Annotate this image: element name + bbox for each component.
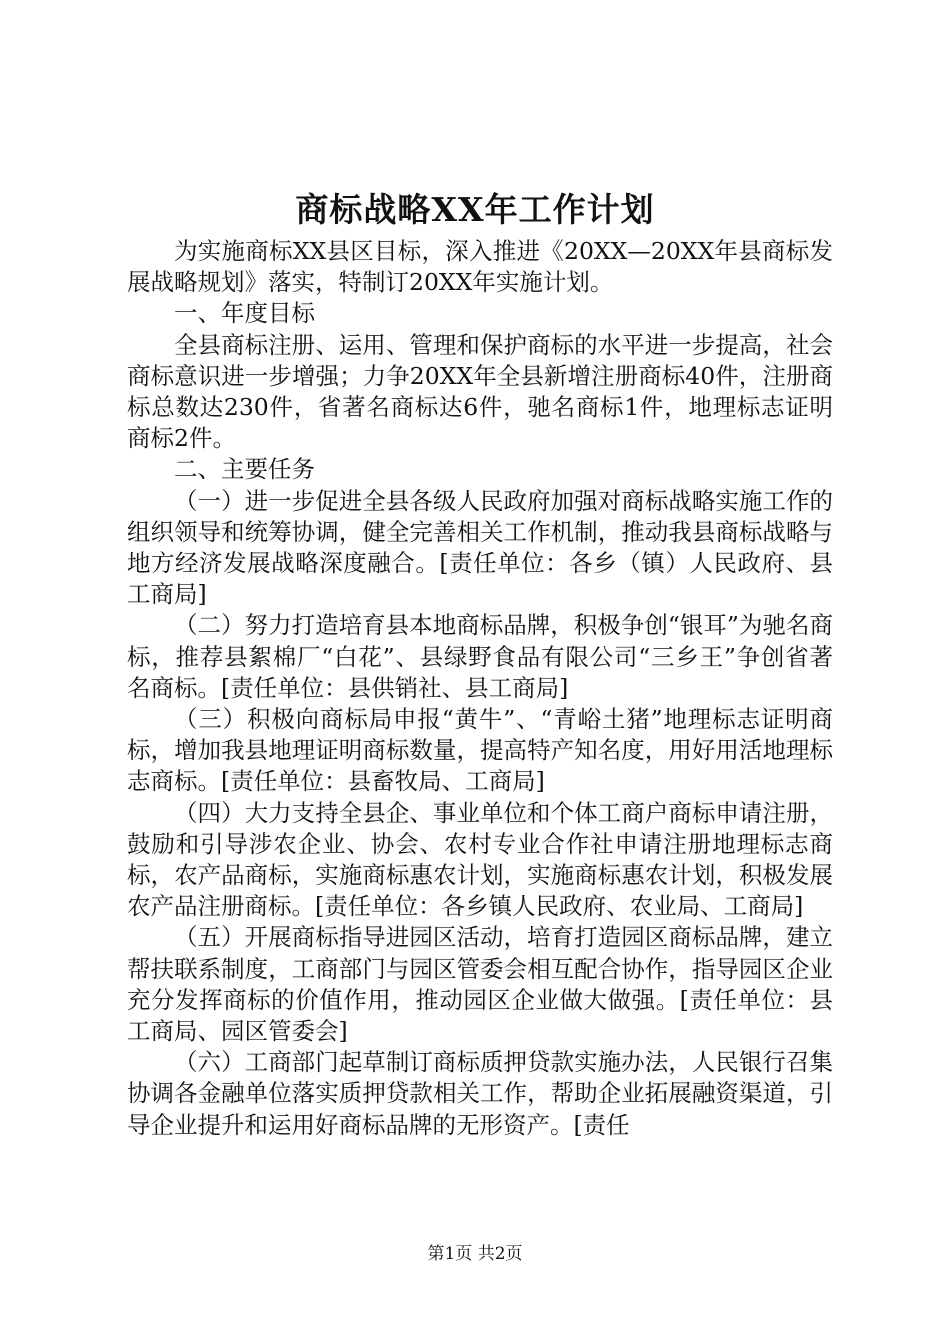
task-paragraph-3: （三）积极向商标局申报“黄牛”、“青峪土猪”地理标志证明商标，增加我县地理证明商标数量，提高特产知名度，用好用活地理标志商标。[责任单位：县畜牧局、工商局] [127, 705, 833, 796]
task-paragraph-4: （四）大力支持全县企、事业单位和个体工商户商标申请注册，鼓励和引导涉农企业、协会、农村专业合作社申请注册地理标志商标，农产品商标，实施商标惠农计划，实施商标惠农计划，积极发展农产品注册商标。[责任单位：各乡镇人民政府、农业局、工商局] [127, 798, 833, 921]
task-paragraph-6: （六）工商部门起草制订商标质押贷款实施办法，人民银行召集协调各金融单位落实质押贷款相关工作，帮助企业拓展融资渠道，引导企业提升和运用好商标品牌的无形资产。[责任 [127, 1048, 833, 1139]
section-heading-annual-goals: 一、年度目标 [174, 299, 315, 328]
document-body [127, 236, 833, 1141]
annual-goals-paragraph: 全县商标注册、运用、管理和保护商标的水平进一步提高，社会商标意识进一步增强；力争20XX年全县新增注册商标40件，注册商标总数达230件，省著名商标达6件，驰名商标1件，地理标志证明商标2件。 [127, 330, 833, 453]
task-paragraph-1: （一）进一步促进全县各级人民政府加强对商标战略实施工作的组织领导和统筹协调，健全完善相关工作机制，推动我县商标战略与地方经济发展战略深度融合。[责任单位：各乡（镇）人民政府、县工商局] [127, 486, 833, 609]
task-paragraph-2: （二）努力打造培育县本地商标品牌，积极争创“银耳”为驰名商标，推荐县絮棉厂“白花”、县绿野食品有限公司“三乡王”争创省著名商标。[责任单位：县供销社、县工商局] [127, 611, 833, 702]
section-heading-main-tasks: 二、主要任务 [174, 455, 315, 484]
intro-paragraph: 为实施商标XX县区目标，深入推进《20XX—20XX年县商标发展战略规划》落实，特制订20XX年实施计划。 [127, 237, 833, 297]
document-title: 商标战略XX年工作计划 [295, 190, 655, 229]
page-number-footer: 第1页 共2页 [427, 1244, 523, 1264]
task-paragraph-5: （五）开展商标指导进园区活动，培育打造园区商标品牌，建立帮扶联系制度，工商部门与园区管委会相互配合协作，指导园区企业充分发挥商标的价值作用，推动园区企业做大做强。[责任单位：县工商局、园区管委会] [127, 923, 833, 1046]
